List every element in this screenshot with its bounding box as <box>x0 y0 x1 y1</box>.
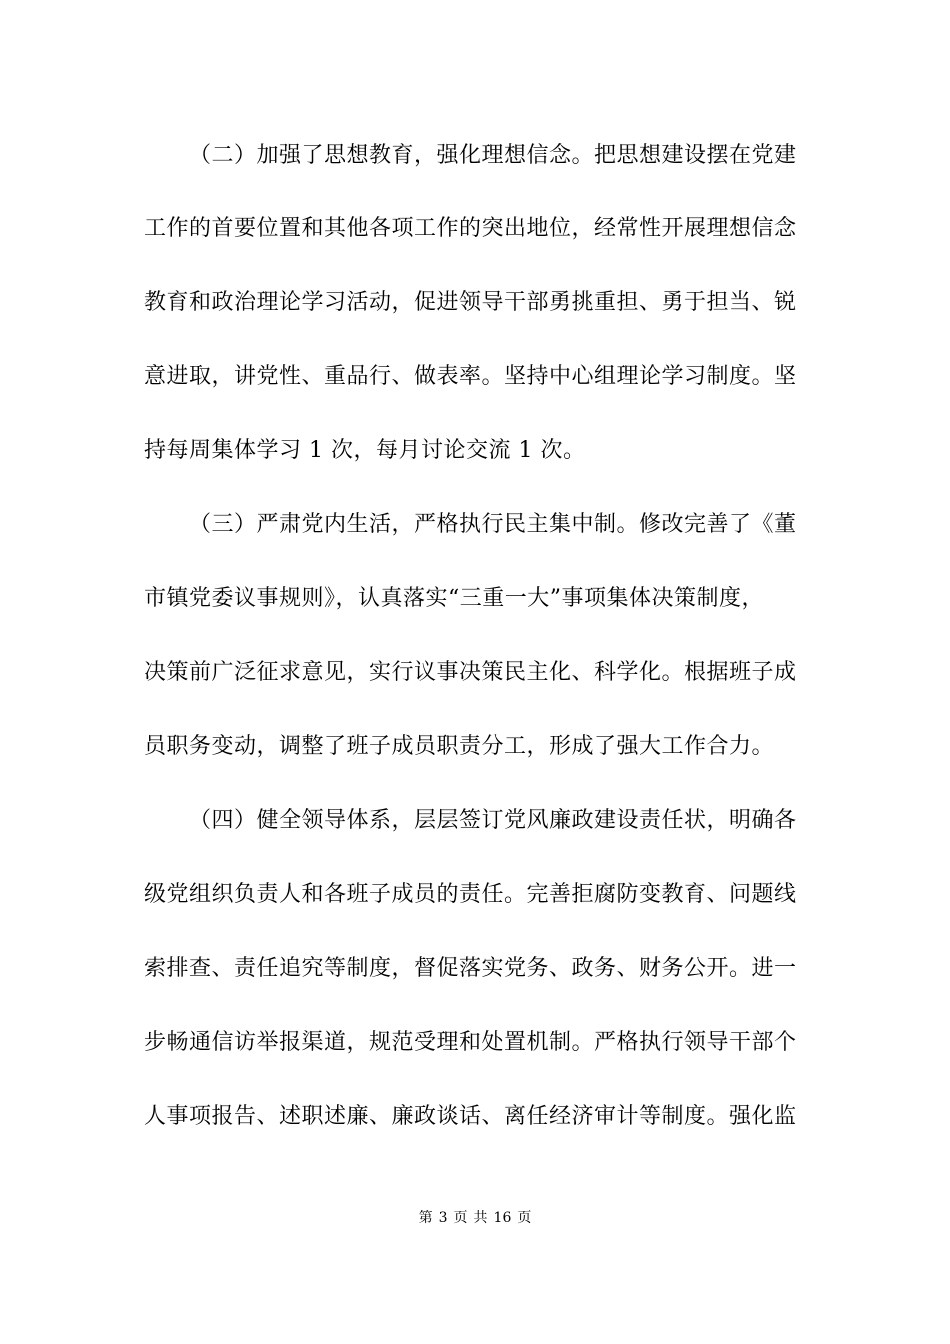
footer-page-word: 页 <box>453 1210 468 1226</box>
paragraph-3-line-1: （三）严肃党内生活，严格执行民主集中制。修改完善了《董 <box>189 512 797 537</box>
paragraph-2-line-2: 工作的首要位置和其他各项工作的突出地位，经常性开展理想信念 <box>144 216 797 241</box>
paragraph-2-line-4: 意进取，讲党性、重品行、做表率。坚持中心组理论学习制度。坚 <box>144 364 797 389</box>
paragraph-2-line-3: 教育和政治理论学习活动，促进领导干部勇挑重担、勇于担当、锐 <box>144 290 797 315</box>
paragraph-3-line-4: 员职务变动，调整了班子成员职责分工，形成了强大工作合力。 <box>144 734 775 759</box>
footer-prefix: 第 <box>418 1210 433 1226</box>
footer-suffix: 页 <box>517 1210 532 1226</box>
paragraph-3-line-3: 决策前广泛征求意见，实行议事决策民主化、科学化。根据班子成 <box>144 660 797 685</box>
paragraph-4-line-3: 索排查、责任追究等制度，督促落实党务、政务、财务公开。进一 <box>144 956 797 981</box>
paragraph-2-line-1: （二）加强了思想教育，强化理想信念。把思想建设摆在党建 <box>189 143 797 168</box>
footer-total-pages: 16 <box>493 1210 512 1226</box>
paragraph-4-line-1: （四）健全领导体系，层层签订党风廉政建设责任状，明确各 <box>189 808 797 833</box>
paragraph-4-line-2: 级党组织负责人和各班子成员的责任。完善拒腐防变教育、问题线 <box>144 882 797 907</box>
paragraph-4-line-4: 步畅通信访举报渠道，规范受理和处置机制。严格执行领导干部个 <box>144 1030 797 1055</box>
paragraph-2-line-5: 持每周集体学习 1 次，每月讨论交流 1 次。 <box>144 438 586 463</box>
paragraph-3-line-2: 市镇党委议事规则》，认真落实“三重一大”事项集体决策制度， <box>144 586 764 611</box>
footer-total-prefix: 共 <box>473 1210 488 1226</box>
page-number-footer <box>0 1208 950 1228</box>
footer-current-page: 3 <box>438 1210 448 1226</box>
paragraph-4-line-5: 人事项报告、述职述廉、廉政谈话、离任经济审计等制度。强化监 <box>144 1104 797 1129</box>
